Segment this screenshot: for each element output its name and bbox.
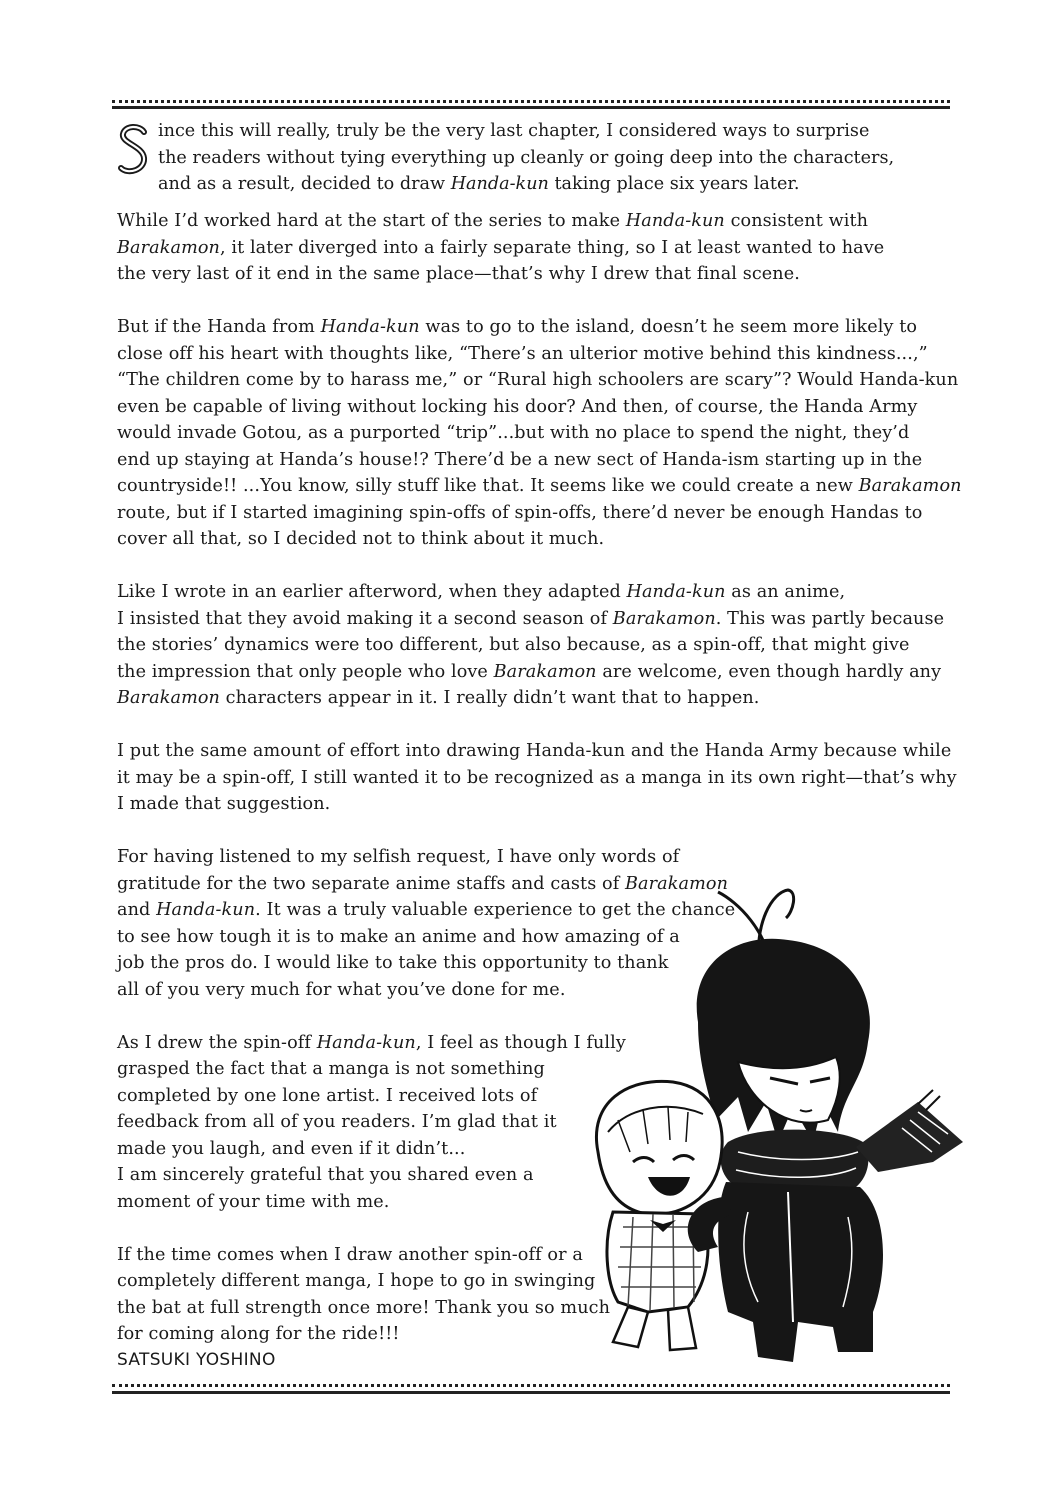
intro-paragraph (116, 118, 946, 198)
text-line (117, 791, 947, 818)
italic-title: Barakamon (493, 661, 597, 682)
text-segment: route, but if I started imagining spin-offs of spin-offs, there’d never be enough Handas to (117, 502, 923, 523)
text-segment: I made that suggestion. (117, 794, 331, 814)
paragraph (117, 208, 947, 288)
text-segment: close off his heart with thoughts like, “There’s an ulterior motive behind this kindness...,” (117, 343, 928, 364)
text-segment: made you laugh, and even if it didn’t... (117, 1138, 466, 1159)
text-line (117, 367, 959, 394)
italic-title: Handa-kun (316, 1032, 416, 1053)
text-segment: completed by one lone artist. I received lots of (117, 1085, 538, 1106)
text-line (117, 685, 947, 712)
text-segment: As I drew the spin-off (117, 1032, 317, 1053)
text-line (158, 171, 894, 198)
text-line (117, 235, 947, 262)
text-segment: characters appear in it. I really didn’t want that to happen. (219, 688, 760, 708)
italic-title: Barakamon (625, 873, 729, 894)
text-segment: even be capable of living without locking his door? And then, of course, the Handa Army (117, 396, 918, 417)
text-segment: . It was a truly valuable experience to get the chance (255, 900, 736, 920)
text-segment: . This was partly because (715, 608, 945, 629)
italic-title: Handa-kun (626, 582, 726, 602)
text-segment: the impression that only people who love (117, 661, 494, 682)
paragraph (117, 738, 957, 818)
text-segment: moment of your time with me. (117, 1191, 390, 1212)
text-line (117, 659, 947, 686)
text-segment: cover all that, so I decided not to think about it much. (117, 529, 605, 549)
text-segment: “The children come by to harass me,” or “Rural high schoolers are scary”? Would Handa-kun (117, 370, 959, 390)
text-line (117, 632, 947, 659)
text-line (117, 208, 947, 235)
text-segment: the readers without tying everything up cleanly or going deep into the characters, (158, 147, 895, 168)
text-line (158, 145, 894, 172)
bottom-divider (112, 1384, 950, 1394)
text-segment: the bat at full strength once more! Thank you so much (117, 1297, 611, 1318)
text-line (117, 579, 947, 606)
text-segment: and as a result, decided to draw (158, 174, 451, 194)
text-segment: feedback from all of you readers. I’m glad that it (117, 1112, 557, 1132)
text-segment: gratitude for the two separate anime staffs and casts of (117, 873, 626, 894)
text-line (117, 606, 947, 633)
italic-title: Handa-kun (320, 317, 420, 337)
handa-characters-illustration (588, 852, 988, 1372)
bottom-divider-solid (112, 1391, 950, 1394)
text-segment: it may be a spin-off, I still wanted it to be recognized as a manga in its own right—that’s why (117, 767, 957, 788)
text-segment: I am sincerely grateful that you shared even a (117, 1165, 534, 1185)
top-divider-dotted (112, 100, 950, 103)
italic-title: Handa-kun (450, 174, 549, 194)
italic-title: Barakamon (117, 237, 220, 258)
text-segment: Like I wrote in an earlier afterword, when they adapted (117, 582, 627, 602)
text-segment: to see how tough it is to make an anime and how amazing of a (117, 926, 680, 947)
text-segment: , I feel as though I fully (415, 1032, 626, 1053)
drop-cap-s-icon (116, 120, 150, 180)
italic-title: Handa-kun (156, 900, 256, 920)
top-divider (112, 100, 950, 109)
text-line (117, 526, 947, 553)
text-segment: for coming along for the ride!!! (117, 1324, 400, 1344)
text-segment: But if the Handa from (117, 317, 321, 337)
text-line (117, 473, 962, 500)
intro-lines (158, 118, 894, 198)
text-segment: job the pros do. I would like to take this opportunity to thank (117, 953, 669, 973)
text-segment: and (117, 900, 157, 920)
text-segment: , it later diverged into a fairly separate thing, so I at least wanted to have (219, 237, 885, 258)
text-segment: I insisted that they avoid making it a second season of (117, 608, 613, 629)
text-line (158, 118, 894, 145)
author-signature: SATSUKI YOSHINO (117, 1350, 276, 1370)
text-line (117, 341, 947, 368)
text-segment: was to go to the island, doesn’t he seem more likely to (419, 317, 918, 337)
text-segment: the stories’ dynamics were too different, but also because, as a spin-off, that might give (117, 635, 910, 655)
text-segment: are welcome, even though hardly any (596, 661, 942, 682)
text-segment: I put the same amount of effort into drawing Handa-kun and the Handa Army because while (117, 741, 952, 761)
text-segment: grasped the fact that a manga is not something (117, 1059, 545, 1079)
text-line (117, 394, 947, 421)
text-line (117, 314, 947, 341)
text-segment: While I’d worked hard at the start of the series to make (117, 211, 626, 231)
text-line (117, 420, 947, 447)
text-segment: countryside!! ...You know, silly stuff like that. It seems like we could create a new (117, 476, 859, 496)
text-line (117, 765, 957, 792)
text-line (117, 261, 947, 288)
top-divider-solid (112, 106, 950, 109)
text-segment: end up staying at Handa’s house!? There’d be a new sect of Handa-ism starting up in the (117, 449, 923, 470)
text-segment: all of you very much for what you’ve done for me. (117, 979, 566, 1000)
text-segment: ince this will really, truly be the very last chapter, I considered ways to surprise (158, 121, 870, 141)
paragraph (117, 579, 947, 712)
text-segment: For having listened to my selfish request, I have only words of (117, 847, 680, 867)
italic-title: Barakamon (117, 688, 220, 708)
italic-title: Handa-kun (625, 211, 725, 231)
paragraph (117, 314, 962, 553)
text-line (117, 500, 947, 527)
text-segment: If the time comes when I draw another spin-off or a (117, 1244, 583, 1265)
text-segment: would invade Gotou, as a purported “trip”...but with no place to spend the night, they’d (117, 423, 910, 443)
italic-title: Barakamon (858, 476, 962, 496)
text-line (117, 447, 947, 474)
text-segment: taking place six years later. (548, 174, 800, 194)
text-segment: consistent with (724, 211, 869, 231)
text-segment: as an anime, (725, 582, 846, 602)
text-segment: the very last of it end in the same place—that’s why I drew that final scene. (117, 264, 800, 284)
italic-title: Barakamon (612, 608, 716, 629)
bottom-divider-dotted (112, 1384, 950, 1387)
text-segment: completely different manga, I hope to go in swinging (117, 1271, 596, 1291)
text-line (117, 738, 952, 765)
